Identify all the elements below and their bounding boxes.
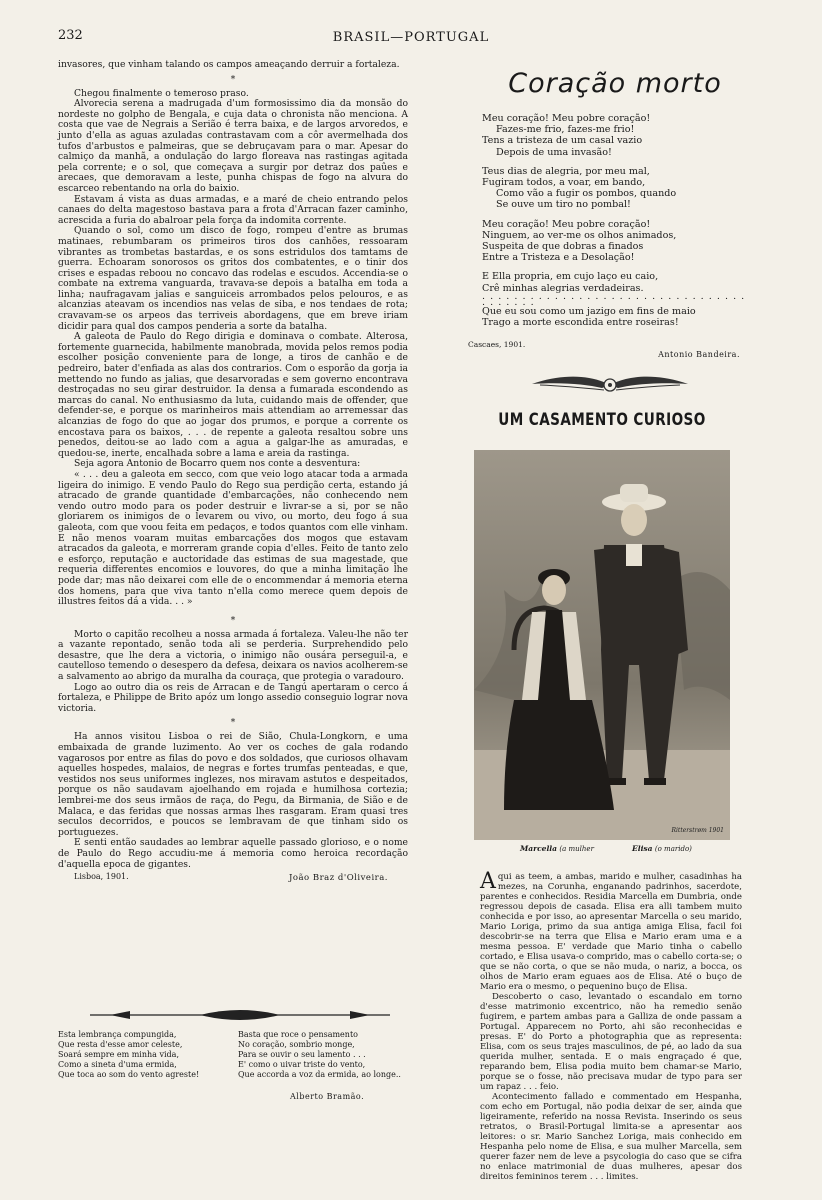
- article-paragraph: Alvorecia serena a madrugada d'um formosissimo dia da monsão do nordeste no golpho de Bengala, e cuja data o chronista não menciona. A costa que vae de Negrais a Serião é terra baixa, e de largos arvoredos, e junto d'ella as aguas azuladas contrastavam com a côr avermelhada dos tufos d'arbustos e palmeiras, que se debruçavam para o mar. Apesar do calmiço da manhã, a ondulação do largo floreava nas rastingas agitada pela corrente; e o sol, que começava a surgir por detraz dos paûes e arecaes, que demoravam a leste, punha chispas de fogo na alvura do escarceo rebentando na orla do baixio.: [58, 98, 408, 194]
- caption-left: Marcella (a mulher: [520, 844, 594, 853]
- small-poem-signature: Alberto Bramão.: [290, 1092, 365, 1101]
- page-number: 232: [58, 28, 83, 43]
- ornamental-divider-icon: [90, 1008, 390, 1022]
- article-paragraph: E senti então saudades ao lembrar aquelle passado glorioso, e o nome de Paulo do Rego accudiu-me á memoria como heroica recordação d'aquella epoca de gigantes.: [58, 837, 408, 870]
- article-signature: João Braz d'Oliveira.: [288, 873, 388, 884]
- section-star: *: [230, 615, 236, 626]
- article-title: UM CASAMENTO CURIOSO: [498, 410, 706, 430]
- drop-cap: A: [480, 869, 496, 894]
- poem-stanza: Meu coração! Meu pobre coração! Ninguem, ao ver-me os olhos animados, Suspeita de que dobras a finados Entre a Tristeza e a Desolação!: [482, 218, 677, 264]
- poem-title: Coração morto: [508, 68, 722, 99]
- article-paragraph: Aqui as teem, a ambas, marido e mulher, casadinhas ha mezes, na Corunha, enganando padrinhos, sacerdote, parentes e conhecidos. Residia Marcella em Dumbria, onde regressou depois de casada. Elisa era alli tambem muito conhecida e por isso, ao apresentar Marcella o seu marido, Mario Loriga, primo da sua antiga amiga Elisa, facil foi descobrir-se na terra que Elisa e Mario eram uma e a mesma pessoa. E' verdade que Mario tinha o cabello cortado, e Elisa usava-o comprido, mas o cabello corta-se; o que se não corta, o que se não muda, o nariz, a bocca, os olhos de Mario eram eguaes aos de Elisa. Até o buço de Mario era o mesmo, o pequenino buço de Elisa.: [480, 869, 742, 992]
- article-paragraph: Morto o capitão recolheu a nossa armada á fortaleza. Valeu-lhe não ter a vazante repontado, senão toda ali se perderia. Surprehendido pelo desastre, que lhe dera a victoria, o inimigo não ousára perseguil-a, e cautelloso temendo o desespero da defesa, deixara os navios acolherem-se a salvamento ao abrigo da muralha da couraça, que protegia o varadouro.: [58, 628, 408, 683]
- running-title: BRASIL—PORTUGAL: [332, 30, 490, 45]
- article-paragraph: Acontecimento fallado e commentado em Hespanha, com echo em Portugal, não podia deixar de ser, ainda que ligeiramente, referido na nossa Revista. Inserindo os seus retratos, o Brasil-Portugal limita-se a apresentar aos leitores: o sr. Mario Sanchez Loriga, mais conhecido em Hespanha pelo nome de Elisa, e sua mulher Marcella, sem querer fazer nem de leve a psycologia do caso que se cifra no enlace matrimonial de duas mulheres, apesar dos direitos femininos terem . . . limites.: [480, 1092, 742, 1182]
- small-poem-stanza: Basta que roce o pensamento No coração, sombrio monge, Para se ouvir o seu lamento . . . E' como o uivar triste do vento, Que accorda a voz da ermida, ao longe..: [238, 1030, 401, 1079]
- caption-right: Elisa (o marido): [632, 844, 692, 853]
- article-paragraph: Descoberto o caso, levantado o escandalo em torno d'esse matrimonio excentrico, não ha remedio senão fugirem, e partem ambas para a Galliza de onde passam a Portugal. Apparecem no Porto, ahi são reconhecidas e presas. E' do Porto a photographia que as representa: Elisa, com os seus trajes masculinos, de pé, ao lado da sua querida mulher, sentada. E o mais engraçado é que, reparando bem, Elisa podia muito bem chamar-se Mario, porque se o fosse, não precisava mudar de typo para ser um rapaz . . . feio.: [480, 992, 742, 1092]
- article-paragraph: Estavam á vista as duas armadas, e a maré de cheio entrando pelos canaes do delta magestoso bastava para a frota d'Arracan fazer caminho, acrescida a furia do abalroar pela força da indomita corrente.: [58, 193, 408, 226]
- poem-stanza: Meu coração! Meu pobre coração! Fazes-me frio, fazes-me frio! Tens a tristeza de um casal vazio Depois de uma invasão!: [482, 113, 651, 158]
- article-paragraph: Quando o sol, como um disco de fogo, rompeu d'entre as brumas matinaes, rebumbaram os primeiros tiros dos canhões, ressoaram vibrantes as trombetas bastardas, e os sons estridulos dos tamtams de guerra. Echoaram sonorosos os gritos dos combatentes, e o tinir dos crises e espadas reboou no concavo das rodelas e escudos. Accendia-se o combate na extrema vanguarda, travava-se depois a batalha em toda a linha; naufragavam jalias e sanguiceis arrombados pelos pelouros, e as alcanzias ateavam os incendios nas velas de siba, e nos tendaes de rota; cravavam-se os arpeos das terriveis abordagens, que em breve iriam dicidir para qual dos campos penderia a sorte da batalha.: [58, 225, 408, 332]
- article-paragraph: invasores, que vinham talando os campos ameaçando derruir a fortaleza.: [58, 59, 400, 70]
- article-paragraph: Logo ao outro dia os reis de Arracan e de Tangú apertaram o cerco á fortaleza, e Philippe de Brito apóz um longo assedio conseguio lograr nova victoria.: [58, 681, 408, 714]
- poem-stanza: Teus dias de alegria, por meu mal, Fugiram todos, a voar, em bando, Como vão a fugir os pombos, quando Se ouve um tiro no pombal!: [482, 165, 677, 211]
- poem: [482, 113, 752, 336]
- poem-place-date: Cascaes, 1901.: [468, 340, 526, 349]
- article-paragraph: Chegou finalmente o temeroso praso.: [74, 87, 249, 99]
- section-star: *: [230, 74, 236, 85]
- poem-stanza: E Ella propria, em cujo laço eu caio, Crê minhas alegrias verdadeiras. . . . . . . . . . . . . . . . . . . . . . . . . . . . . . . . . . . . . . . . . Que eu sou como um jazigo em fins de maio Trago a morte escondida entre roseiras!: [482, 271, 752, 328]
- article-paragraph: Ha annos visitou Lisboa o rei de Sião, Chula-Longkorn, e uma embaixada de grande luzimento. Ao ver os coches de gala rodando vagarosos por entre as filas do povo e dos soldados, que curiosos olhavam aquelles hospedes, malaios, de negras e fortes trumfas penteadas, e que, vestidos nos seus uniformes inglezes, nos miravam astutos e despeitados, porque os não saudavam ajoelhando em rojada e humilhosa cortezia; lembrei-me dos seus irmãos de raça, do Pegu, da Birmania, de Sião e de Malaca, e das feridas que nossas armas lhes rasgaram. Eram quasi tres seculos decorridos, e poucos se lembravam de que tinham sido os portuguezes.: [58, 731, 408, 838]
- photographer-signature: Ritterstrøm 1901: [671, 827, 724, 834]
- article-place-date: Lisboa, 1901.: [74, 872, 129, 882]
- poem-ellipsis-line: . . . . . . . . . . . . . . . . . . . . . . . . . . . . . . . . . . . . . . . .: [482, 290, 746, 308]
- winged-ornament-icon: [530, 372, 690, 398]
- couple-photograph: [474, 450, 730, 840]
- article-quote: « . . . deu a galeota em secco, com que veio logo atacar toda a armada ligeira do inimigo. E vendo Paulo do Rego sua perdição certa, estando já atracado de grande quantidade d'embarcações, não conhecendo nem vendo outro modo para os poder destruir e livrar-se a si, por se não gloriarem os inimigos de o levarem ou vivo, ou morto, deu fogo á sua galeota, com que voou feita em pedaços, e todos quantos com elle vinham. E não menos voaram muitas embarcações dos mogos que estavam atracados da galeota, e morreram grande copia d'elles. Feito de tanto zelo e esforço, reputação e auctoridade das estimas de sua magestade, que requeria differentes encomios e louvores, do que a minha limitação lhe pode dar; mas não deixarei com elle de o encommendar á memoria eterna dos homens, para que viva tanto n'ella como merece quem depois de illustres feitos dá a vida. . . »: [58, 468, 408, 608]
- small-poem-stanza: Esta lembrança compungida, Que resta d'esse amor celeste, Soará sempre em minha vida, Como a sineta d'uma ermida, Que toca ao som do vento agreste!: [58, 1030, 200, 1079]
- poem-signature: Antonio Bandeira.: [658, 350, 740, 359]
- section-star: *: [230, 718, 236, 729]
- article-paragraph: A galeota de Paulo do Rego dirigia e dominava o combate. Alterosa, fortemente guarnecida, habilmente manobrada, movida pelos remos podia escolher posição conveniente para de longe, a tiros de canhão e de pedreiro, bater d'enfiada as alas dos contrarios. Com o esporão da gorja ia mettendo no fundo as jalias, que desarvoradas e sem governo encontrava destroçadas no seu girar destruidor. Ia densa a fumarada escondendo as marcas do canal. No enthusiasmo da luta, cuidando mais de offender, que defender-se, e porque os marinheiros mais attendiam ao arremessar das alcanzias de fogo do que ao jogar dos prumos, e porque a corrente os encostava para os baixos, . . . de repente a galeota resaltou sobre uns penedos, deitou-se ao lado com a agua a galgar-lhe as amuradas, e quedou-se, inerte, encalhada sobre a lama e areia da rastinga.: [58, 331, 408, 459]
- left-article: [58, 60, 408, 883]
- photo-illustration-icon: [474, 450, 730, 840]
- casamento-article: [480, 869, 742, 1182]
- article-paragraph: Seja agora Antonio de Bocarro quem nos conte a desventura:: [74, 458, 361, 470]
